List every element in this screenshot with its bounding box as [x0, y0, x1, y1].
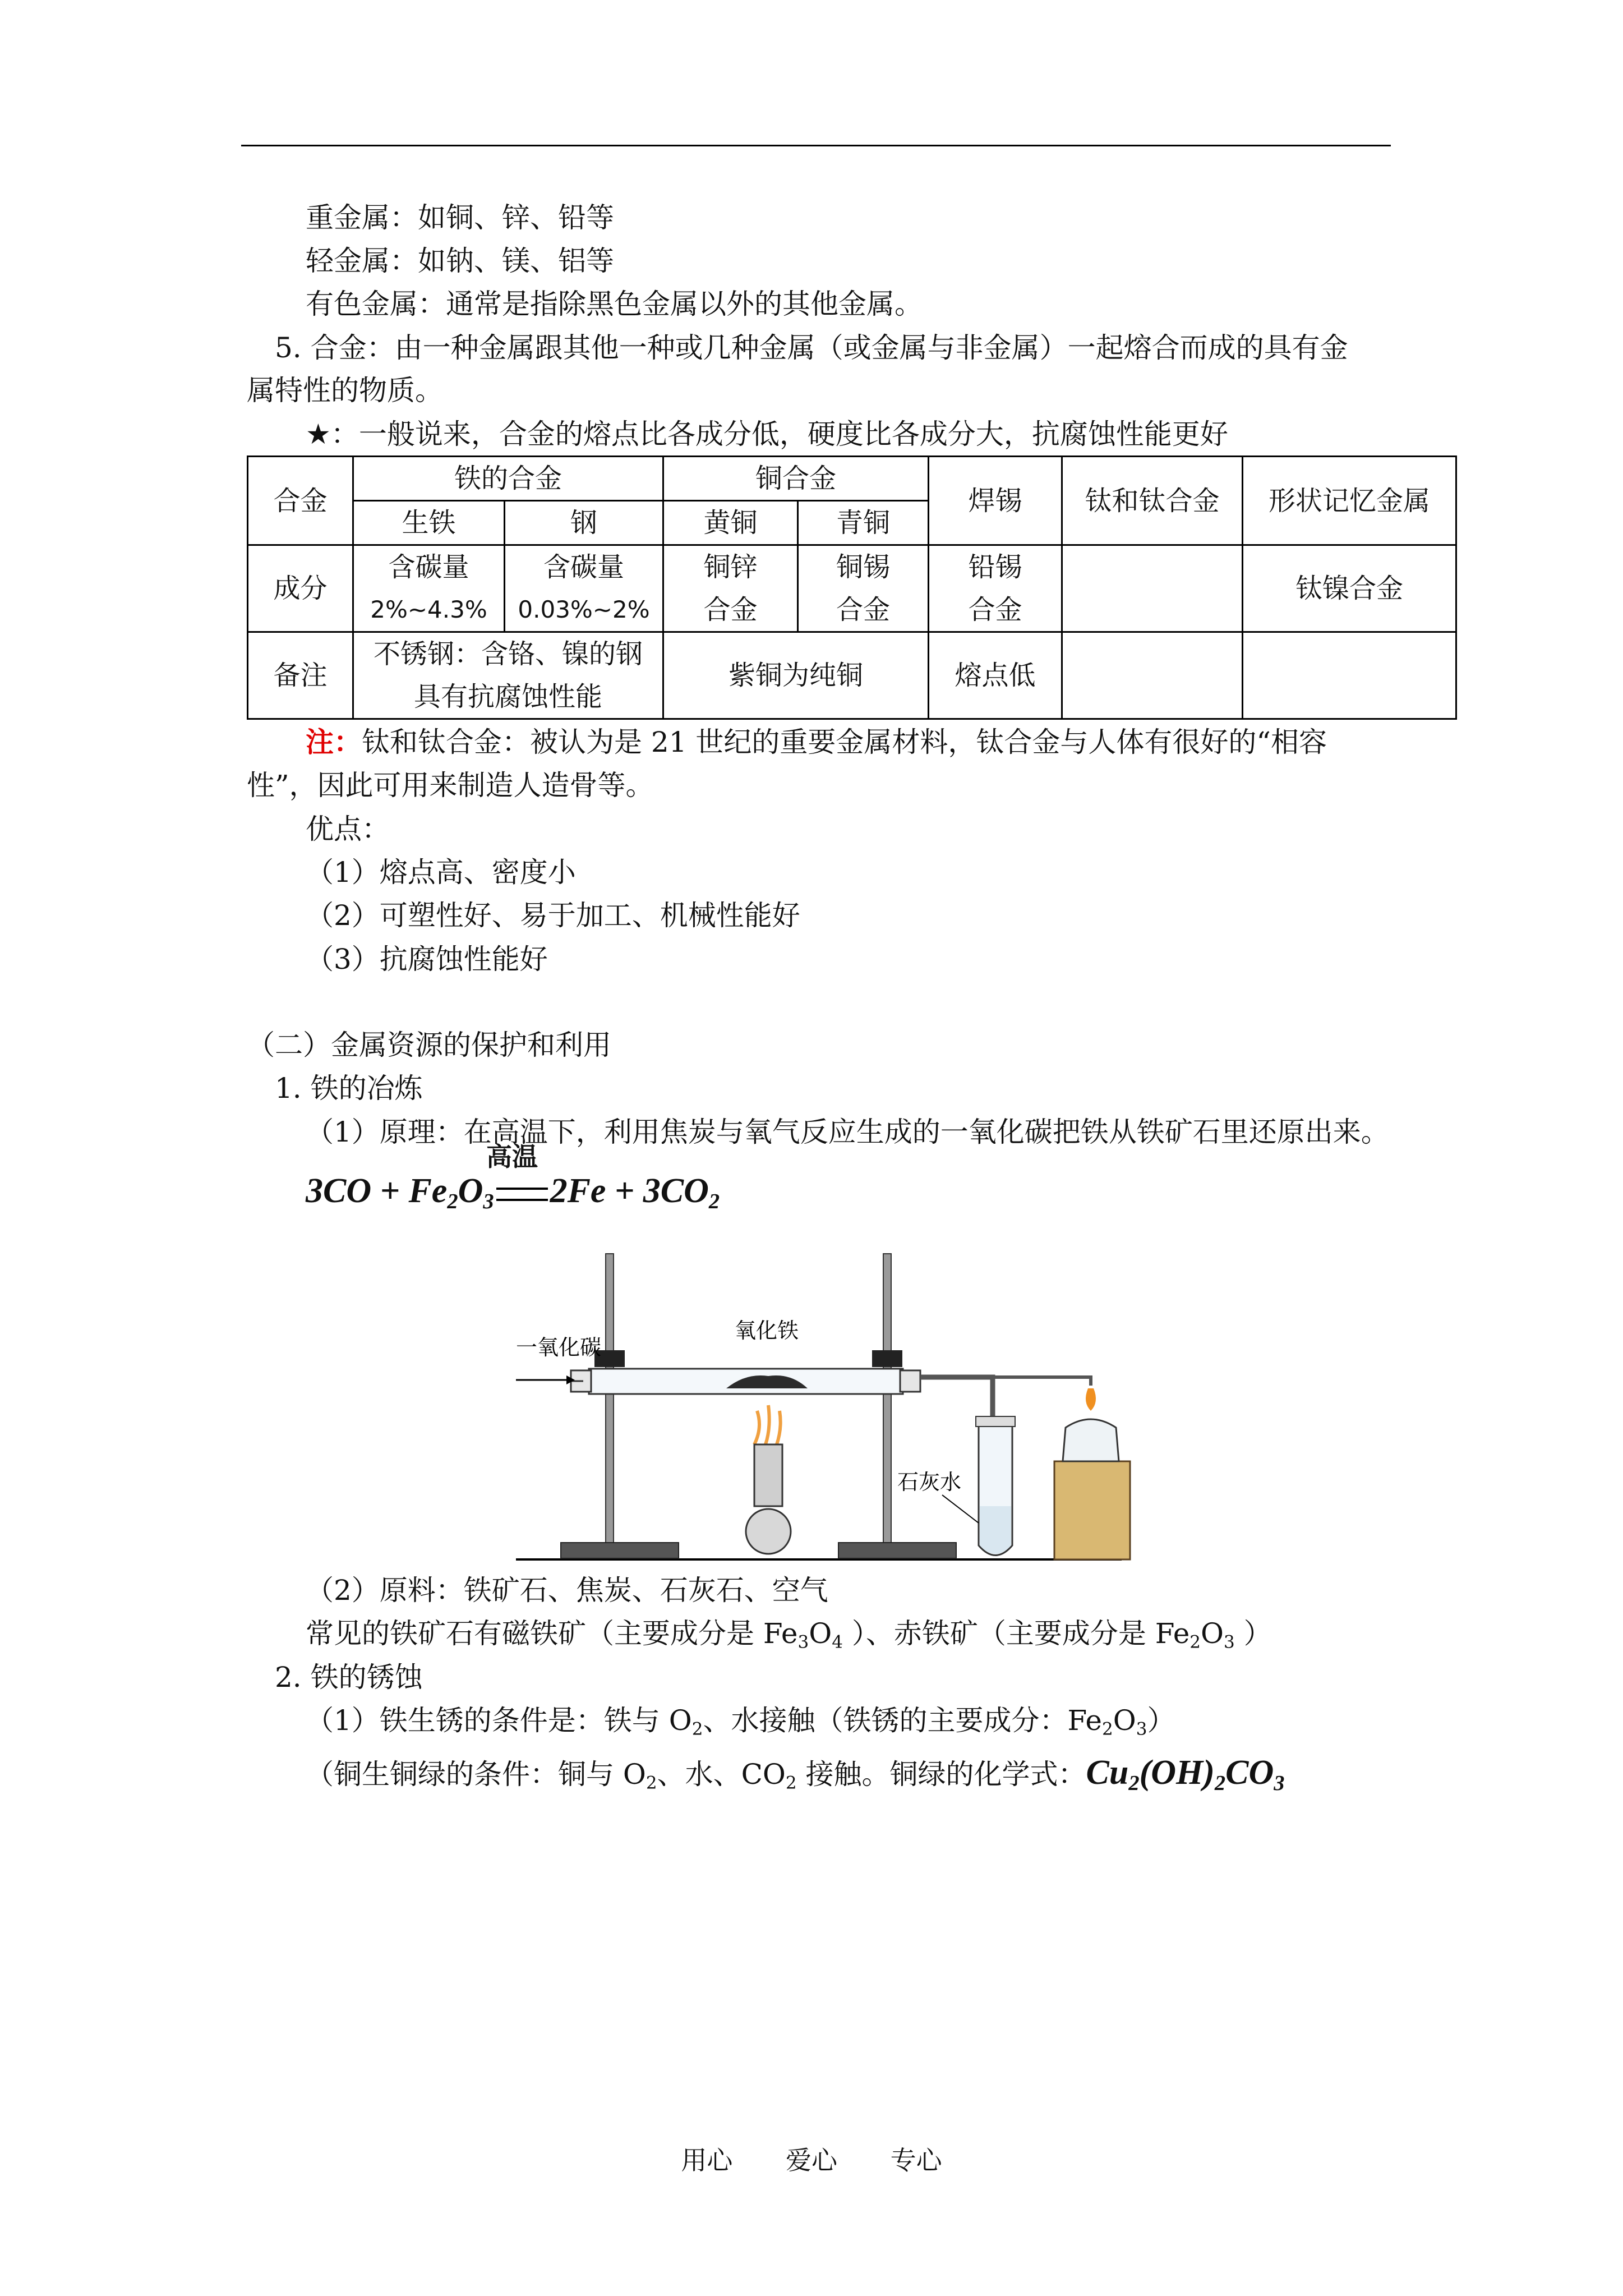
iron-remark-line-1: 不锈钢：含铬、镍的钢 [374, 638, 643, 670]
header-brass: 黄铜 [663, 501, 798, 545]
clamp-right [872, 1350, 902, 1367]
rust-sub: 2 [1102, 1719, 1113, 1740]
rust-formula: Fe [1067, 1704, 1103, 1737]
cell-solder-remark: 熔点低 [929, 632, 1062, 719]
exhaust-tube [920, 1377, 1091, 1386]
solder-composition-line-1: 铅锡 [968, 551, 1022, 583]
limewater-pointer [942, 1495, 979, 1523]
verdigris-part: CO [1225, 1754, 1274, 1792]
rust-formula: O [1113, 1704, 1136, 1737]
cu-formula: CO [741, 1758, 786, 1791]
burner-base [746, 1509, 791, 1554]
ores-sub: 2 [1189, 1632, 1201, 1653]
cell-solder-composition [929, 545, 1062, 632]
stand-base-right [838, 1543, 956, 1558]
titanium-note-line-2: 性”，因此可用来制造人造骨等。 [247, 769, 654, 802]
steel-composition-line-1: 含碳量 [543, 551, 625, 583]
ores-formula: O [1201, 1617, 1224, 1650]
header-memory-metal: 形状记忆金属 [1243, 457, 1456, 545]
ores-text: ）、赤铁矿（主要成分是 [842, 1617, 1155, 1650]
label-co: 一氧化碳 [516, 1335, 602, 1360]
label-iron-oxide: 氧化铁 [735, 1318, 799, 1343]
tube-stopper-right [900, 1370, 920, 1392]
spirit-lamp [1063, 1419, 1119, 1461]
alloy-definition-line-2: 属特性的物质。 [247, 374, 443, 407]
advantages-title: 优点： [306, 813, 390, 845]
alloy-property-line [306, 417, 1228, 451]
advantage-3: （3）抗腐蚀性能好 [306, 943, 548, 976]
label-limewater: 石灰水 [897, 1470, 962, 1494]
cell-brass-composition [663, 545, 798, 632]
wooden-block [1054, 1461, 1130, 1559]
equation-sub: 2 [708, 1189, 720, 1213]
cell-iron-remark [353, 632, 663, 719]
header-titanium: 钛和钛合金 [1062, 457, 1243, 545]
cell-copper-remark: 紫铜为纯铜 [663, 632, 929, 719]
smelting-equation [306, 1142, 720, 1213]
header-iron-alloy: 铁的合金 [353, 457, 663, 501]
row-remark-label: 备注 [248, 632, 353, 719]
steel-composition-line-2: 0.03%~2% [518, 596, 650, 623]
alloy-definition-line-1: 5. 合金：由一种金属跟其他一种或几种金属（或金属与非金属）一起熔合而成的具有金 [275, 332, 1348, 364]
materials-line: （2）原料：铁矿石、焦炭、石灰石、空气 [306, 1574, 828, 1607]
cell-pig-iron-composition [353, 545, 505, 632]
ores-formula: Fe [1155, 1617, 1190, 1650]
rust-condition-line [306, 1704, 1175, 1740]
equation-sub: 2 [447, 1189, 458, 1213]
header-rule [241, 145, 1391, 146]
brass-composition-line-1: 铜锌 [703, 551, 758, 583]
verdigris-part: (OH) [1139, 1754, 1215, 1792]
verdigris-part: Cu [1086, 1754, 1129, 1792]
burner-barrel [754, 1444, 782, 1506]
nonferrous-line: 有色金属：通常是指除黑色金属以外的其他金属。 [306, 288, 923, 320]
stand-rod-right [883, 1254, 891, 1545]
cu-text: 、水、 [657, 1758, 741, 1791]
header-solder: 焊锡 [929, 457, 1062, 545]
section-two-heading: （二）金属资源的保护和利用 [247, 1029, 611, 1061]
star-icon: ★ [306, 418, 331, 450]
iron-smelting-heading: 1. 铁的冶炼 [275, 1072, 423, 1105]
titanium-note-text: 钛和钛合金：被认为是 21 世纪的重要金属材料，钛合金与人体有很好的“相容 [362, 726, 1327, 758]
header-alloy: 合金 [248, 457, 353, 545]
solder-composition-line-2: 合金 [968, 594, 1022, 625]
ores-sub: 4 [832, 1632, 843, 1653]
equation-equals-sign [496, 1188, 548, 1201]
advantage-1: （1）熔点高、密度小 [306, 856, 576, 889]
cu-formula: O [623, 1758, 646, 1791]
cell-bronze-composition [798, 545, 929, 632]
cu-sub: 2 [785, 1773, 797, 1793]
bronze-composition-line-2: 合金 [836, 594, 891, 625]
verdigris-sub: 2 [1214, 1771, 1226, 1795]
header-pig-iron: 生铁 [353, 501, 505, 545]
cell-titanium-composition [1062, 545, 1243, 632]
ores-formula: O [809, 1617, 832, 1650]
rust-formula: O [668, 1704, 692, 1737]
rust-sub: 3 [1136, 1719, 1147, 1740]
ores-text: ） [1234, 1617, 1272, 1650]
cell-memory-composition: 钛镍合金 [1243, 545, 1456, 632]
rust-text: ） [1147, 1704, 1175, 1737]
principle-line: （1）原理：在高温下，利用焦炭与氧气反应生成的一氧化碳把铁从铁矿石里还原出来。 [306, 1116, 1389, 1148]
stand-rod-left [606, 1254, 614, 1545]
light-metal-line: 轻金属：如钠、镁、铝等 [306, 245, 614, 277]
copper-verdigris-line [306, 1754, 1285, 1795]
advantage-2: （2）可塑性好、易于加工、机械性能好 [306, 899, 800, 932]
footer-word-1: 用心 [681, 2145, 733, 2175]
bronze-composition-line-1: 铜锡 [836, 551, 891, 583]
equation-lhs-part: 3CO + Fe [306, 1172, 448, 1210]
footer-word-3: 专心 [890, 2145, 942, 2175]
note-label: 注： [306, 725, 362, 758]
cell-memory-remark [1243, 632, 1456, 719]
equation-condition: 高温 [486, 1142, 538, 1172]
row-composition-label: 成分 [248, 545, 353, 632]
verdigris-sub: 3 [1274, 1771, 1285, 1795]
test-tube-stopper [976, 1416, 1015, 1427]
cell-steel-composition [505, 545, 663, 632]
cu-text: （铜生铜绿的条件：铜与 [306, 1758, 623, 1791]
pig-iron-composition-line-2: 2%~4.3% [370, 596, 487, 623]
flame-lamp [1086, 1388, 1096, 1411]
header-copper-alloy: 铜合金 [663, 457, 929, 501]
flame-burner [754, 1405, 781, 1444]
brass-composition-line-2: 合金 [703, 594, 758, 625]
rust-text: 、水接触（铁锈的主要成分： [703, 1704, 1068, 1737]
limewater [980, 1506, 1011, 1554]
alloy-table [247, 455, 1457, 720]
equation-rhs-part: 2Fe + 3CO [550, 1172, 709, 1210]
heavy-metal-line: 重金属：如铜、锌、铅等 [306, 201, 614, 234]
iron-remark-line-2: 具有抗腐蚀性能 [414, 681, 603, 712]
ores-sub: 3 [1224, 1632, 1235, 1653]
cu-text: 接触。铜绿的化学式： [796, 1758, 1086, 1791]
rust-text: （1）铁生锈的条件是：铁与 [306, 1704, 669, 1737]
header-steel: 钢 [505, 501, 663, 545]
iron-ores-line [306, 1617, 1272, 1653]
cu-sub: 2 [645, 1773, 657, 1793]
alloy-property-text: ：一般说来，合金的熔点比各成分低，硬度比各成分大，抗腐蚀性能更好 [330, 418, 1228, 450]
rust-sub: 2 [691, 1719, 703, 1740]
page-footer [0, 2140, 1623, 2177]
pig-iron-composition-line-1: 含碳量 [388, 551, 469, 583]
ores-sub: 3 [797, 1632, 809, 1653]
iron-rust-heading: 2. 铁的锈蚀 [275, 1661, 423, 1694]
verdigris-sub: 2 [1128, 1771, 1140, 1795]
equation-sub: 3 [483, 1189, 494, 1213]
footer-word-2: 爱心 [786, 2145, 837, 2175]
stand-base-left [561, 1543, 679, 1558]
iron-smelting-apparatus-diagram [505, 1243, 1133, 1568]
verdigris-formula [1086, 1754, 1285, 1795]
ores-formula: Fe [763, 1617, 798, 1650]
titanium-note-line-1 [306, 725, 1327, 759]
cell-titanium-remark [1062, 632, 1243, 719]
equation-lhs-part: O [458, 1172, 483, 1210]
ores-text: 常见的铁矿石有磁铁矿（主要成分是 [306, 1617, 763, 1650]
header-bronze: 青铜 [798, 501, 929, 545]
